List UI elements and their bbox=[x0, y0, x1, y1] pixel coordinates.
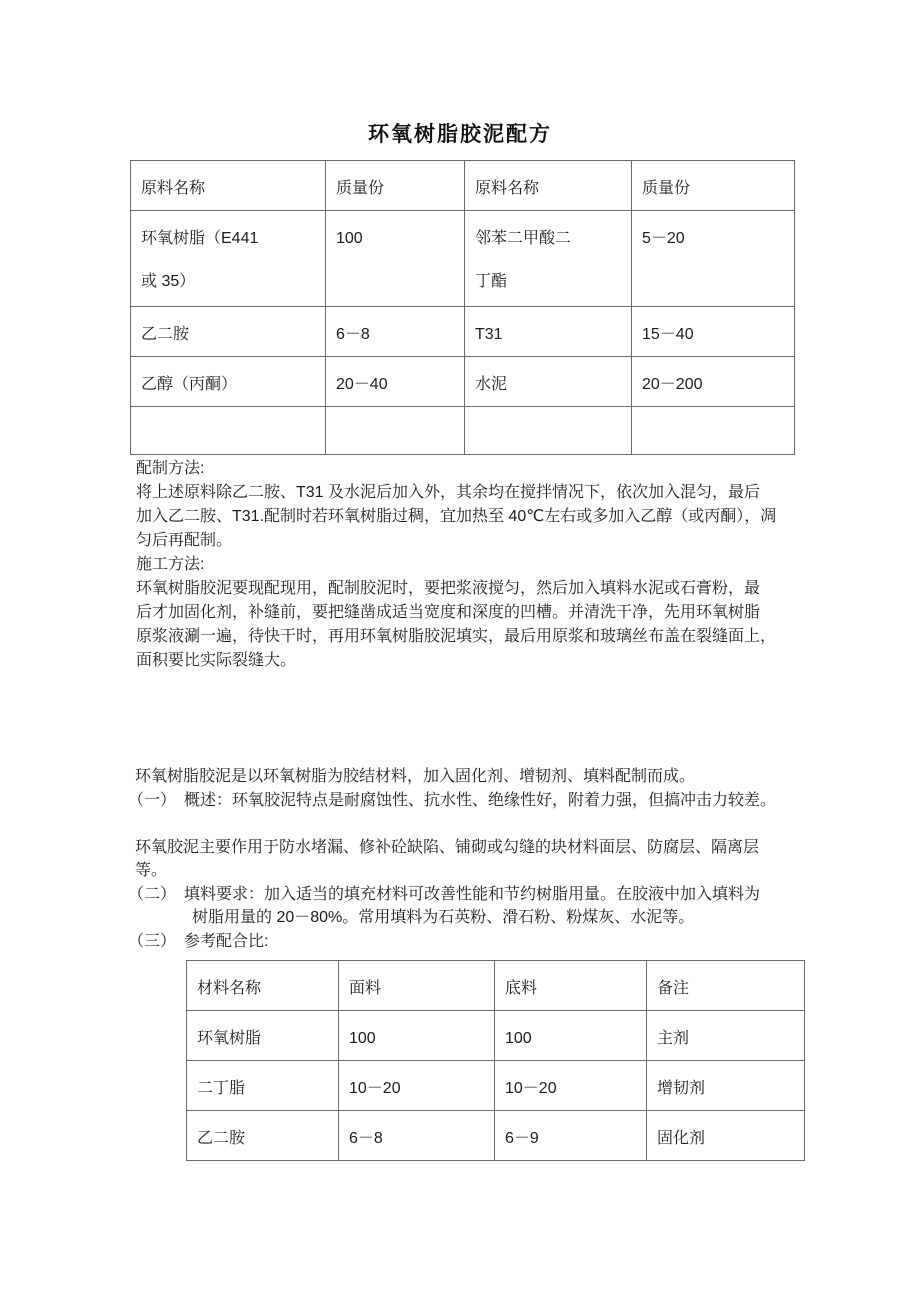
table-row-empty bbox=[131, 407, 795, 455]
table-cell: 6－8 bbox=[339, 1111, 495, 1161]
table-cell bbox=[632, 407, 795, 455]
section-heading: 施工方法: bbox=[136, 556, 205, 573]
formula-table bbox=[130, 160, 795, 455]
table-row bbox=[187, 1011, 805, 1061]
cell-text-line: 环氧树脂（E441 bbox=[141, 230, 259, 247]
section-heading: 配制方法: bbox=[136, 460, 205, 477]
text-line: 等。 bbox=[135, 862, 168, 879]
table-header-cell: 备注 bbox=[647, 961, 805, 1011]
table-cell: 100 bbox=[326, 211, 465, 307]
table-cell bbox=[465, 407, 632, 455]
table-cell: 10－20 bbox=[339, 1061, 495, 1111]
table-cell: 100 bbox=[495, 1011, 647, 1061]
table-cell: 增韧剂 bbox=[647, 1061, 805, 1111]
table-cell bbox=[465, 211, 632, 307]
table-header-cell: 质量份 bbox=[632, 161, 795, 211]
table-cell: 6－8 bbox=[326, 307, 465, 357]
table-header-row bbox=[131, 161, 795, 211]
text-line: 匀后再配制。 bbox=[136, 532, 233, 549]
text-line: 加入乙二胺、T31.配制时若环氧树脂过稠，宜加热至 40℃左右或多加入乙醇（或丙酮），凋 bbox=[136, 508, 777, 525]
text-line: 环氧树脂胶泥是以环氧树脂为胶结材料，加入固化剂、增韧剂、填料配制而成。 bbox=[135, 768, 696, 785]
table-cell: 乙二胺 bbox=[187, 1111, 339, 1161]
table-header-cell: 底料 bbox=[495, 961, 647, 1011]
blank-line bbox=[128, 812, 798, 836]
table-cell: 二丁脂 bbox=[187, 1061, 339, 1111]
table-header-row bbox=[187, 961, 805, 1011]
text-line: 原浆液涮一遍，待快干时，再用环氧树脂胶泥填实，最后用原浆和玻璃丝布盖在裂缝面上， bbox=[136, 628, 777, 645]
mix-ratio-table bbox=[186, 960, 805, 1161]
table-cell bbox=[131, 407, 326, 455]
text-line: 树脂用量的 20－80%。常用填料为石英粉、滑石粉、粉煤灰、水泥等。 bbox=[192, 909, 695, 926]
table-cell: 20－200 bbox=[632, 357, 795, 407]
table-header-cell: 面料 bbox=[339, 961, 495, 1011]
text-line: 后才加固化剂，补缝前，要把缝凿成适当宽度和深度的凹槽。并清洗干净，先用环氧树脂 bbox=[136, 604, 761, 621]
table-row bbox=[131, 357, 795, 407]
cell-text-line: 丁酯 bbox=[475, 273, 508, 290]
table-cell: 6－9 bbox=[495, 1111, 647, 1161]
cell-text-line: 或 35） bbox=[141, 273, 196, 290]
table-cell: 乙二胺 bbox=[131, 307, 326, 357]
table-cell: 水泥 bbox=[465, 357, 632, 407]
numbered-item: （一） 概述：环氧胶泥特点是耐腐蚀性、抗水性、绝缘性好，附着力强，但搞冲击力较差。 bbox=[128, 791, 777, 809]
table-cell: T31 bbox=[465, 307, 632, 357]
cell-text-line: 邻苯二甲酸二 bbox=[475, 230, 572, 247]
text-line: 环氧树脂胶泥要现配现用，配制胶泥时，要把浆液搅匀，然后加入填料水泥或石膏粉，最 bbox=[136, 580, 761, 597]
preparation-method-section bbox=[136, 457, 796, 673]
table-header-cell: 原料名称 bbox=[131, 161, 326, 211]
table-row bbox=[187, 1061, 805, 1111]
table-cell: 环氧树脂 bbox=[187, 1011, 339, 1061]
table-header-cell: 材料名称 bbox=[187, 961, 339, 1011]
text-line: 面积要比实际裂缝大。 bbox=[136, 652, 297, 669]
document-title: 环氧树脂胶泥配方 bbox=[368, 123, 552, 146]
table-cell: 主剂 bbox=[647, 1011, 805, 1061]
table-row bbox=[187, 1111, 805, 1161]
table-cell: 100 bbox=[339, 1011, 495, 1061]
table-cell bbox=[326, 407, 465, 455]
text-line: 环氧胶泥主要作用于防水堵漏、修补砼缺陷、铺砌或勾缝的块材料面层、防腐层、隔离层 bbox=[135, 838, 760, 856]
table-cell: 10－20 bbox=[495, 1061, 647, 1111]
table-cell: 20－40 bbox=[326, 357, 465, 407]
text-line: 将上述原料除乙二胺、T31 及水泥后加入外，其余均在搅拌情况下，依次加入混匀，最后 bbox=[136, 484, 761, 501]
table-cell: 固化剂 bbox=[647, 1111, 805, 1161]
table-row bbox=[131, 307, 795, 357]
table-cell: 5－20 bbox=[632, 211, 795, 307]
table-cell: 乙醇（丙酮） bbox=[131, 357, 326, 407]
table-cell bbox=[131, 211, 326, 307]
table-header-cell: 质量份 bbox=[326, 161, 465, 211]
numbered-item: （三） 参考配合比: bbox=[128, 932, 269, 950]
numbered-item: （二） 填料要求：加入适当的填充材料可改善性能和节约树脂用量。在胶液中加入填料为 bbox=[128, 885, 761, 903]
table-row bbox=[131, 211, 795, 307]
overview-section bbox=[128, 765, 798, 953]
table-header-cell: 原料名称 bbox=[465, 161, 632, 211]
table-cell: 15－40 bbox=[632, 307, 795, 357]
